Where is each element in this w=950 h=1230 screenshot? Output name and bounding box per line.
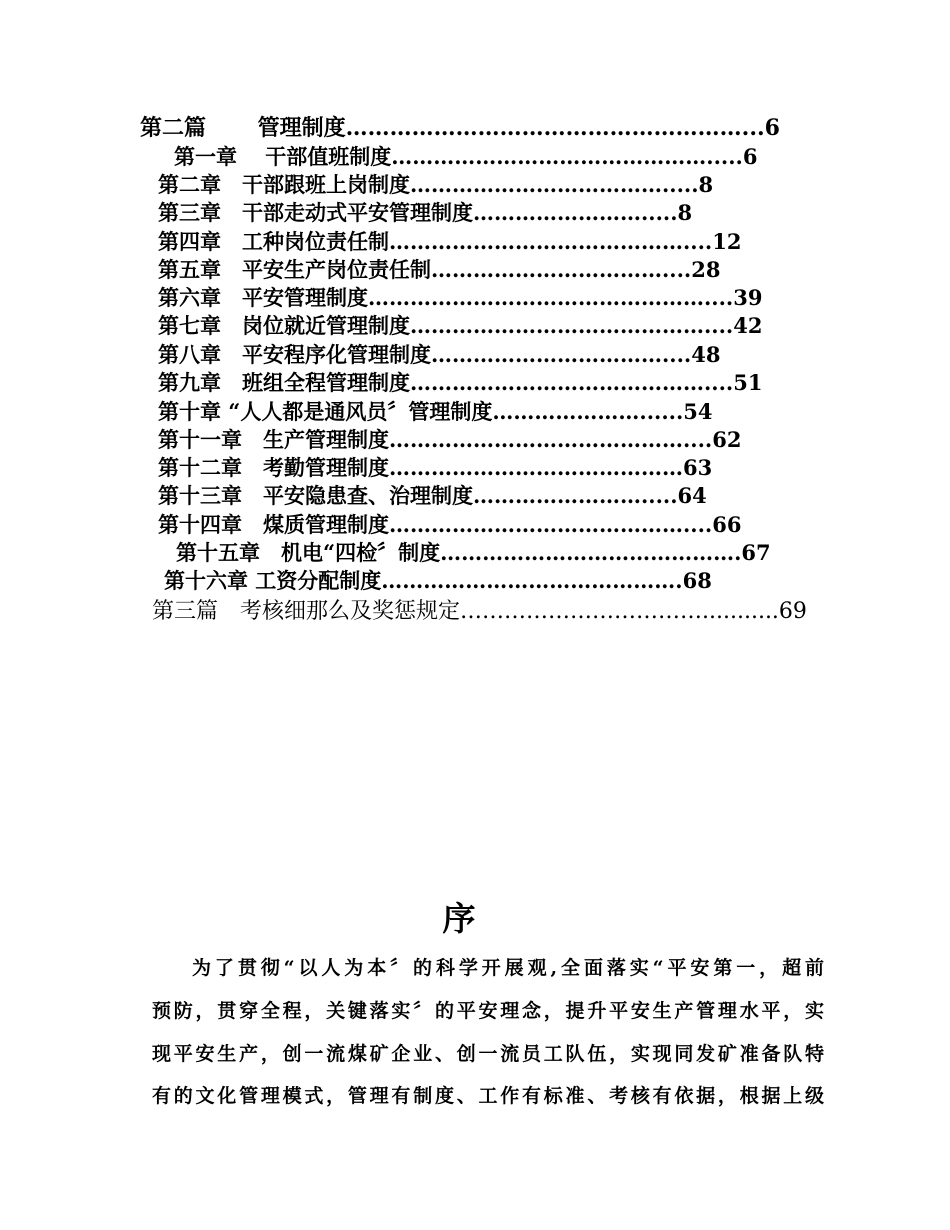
- toc-chapter-9: 第九章 班组全程管理制度……………………………………....51: [158, 370, 763, 395]
- toc-chapter-11: 第十一章 生产管理制度……………………………………....62: [158, 427, 742, 452]
- toc-chapter-1: 第一章 干部值班制度……………………………………….....6: [174, 144, 758, 169]
- toc-chapter-14: 第十四章 煤质管理制度……………………………………....66: [158, 512, 742, 537]
- preface-line: 为了贯彻“以人为本〞的科学开展观,全面落实“平安第一，超前: [192, 957, 824, 979]
- toc-chapter-3: 第三章 干部走动式平安管理制度…………………….....8: [158, 200, 693, 225]
- toc-chapter-10: 第十章 “人人都是通风员〞管理制度…………………......54: [158, 399, 713, 424]
- toc-chapter-7: 第七章 岗位就近管理制度……………………………………....42: [158, 313, 763, 338]
- toc-chapter-15: 第十五章 机电“四检〞制度…………………………………….67: [176, 540, 771, 565]
- preface-line: 有的文化管理模式，管理有制度、工作有标准、考核有依据，根据上级: [152, 1085, 824, 1107]
- preface-line: 现平安生产，创一流煤矿企业、创一流员工队伍，实现同发矿准备队特: [152, 1043, 824, 1065]
- toc-chapter-4: 第四章 工种岗位责任制……………………………………....12: [158, 229, 742, 254]
- preface-line: 预防，贯穿全程，关键落实〞的平安理念，提升平安生产管理水平，实: [152, 1000, 824, 1022]
- toc-chapter-16: 第十六章 工资分配制度…………………………………….68: [164, 568, 712, 593]
- toc-part-2: 第二篇 管理制度………………………………………………...6: [140, 115, 780, 141]
- toc-chapter-13: 第十三章 平安隐患查、治理制度…………………….....64: [158, 483, 707, 508]
- toc-chapter-2: 第二章 干部跟班上岗制度……………………………….....8: [158, 172, 714, 197]
- toc-chapter-5: 第五章 平安生产岗位责任制……………………………....28: [158, 257, 721, 282]
- preface-title: 序: [442, 899, 476, 938]
- toc-chapter-6: 第六章 平安管理制度…………………………………………....39: [158, 285, 763, 310]
- toc-chapter-12: 第十二章 考勤管理制度……………………………………63: [158, 455, 713, 480]
- toc-chapter-8: 第八章 平安程序化管理制度……………………………....48: [158, 342, 721, 367]
- toc-part-3: 第三篇 考核细那么及奖惩规定……………………………...........69: [152, 599, 807, 624]
